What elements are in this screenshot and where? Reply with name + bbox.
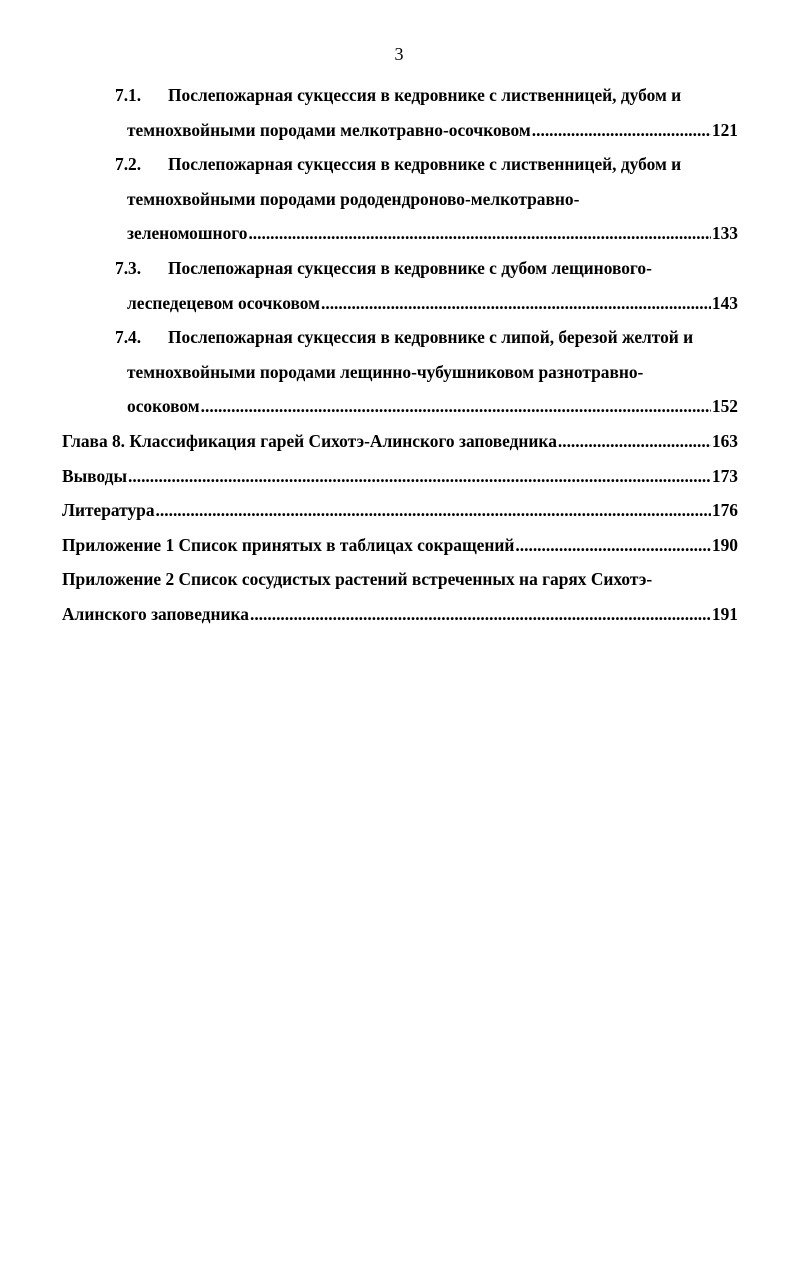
toc-line	[62, 147, 738, 182]
page-ref: 143	[711, 292, 738, 313]
dot-leader	[250, 597, 711, 632]
section-title-line: Послепожарная сукцессия в кедровнике с дубом лещинового-	[168, 257, 652, 278]
toc-entry-appendix-2	[62, 562, 738, 597]
page-ref: 191	[711, 603, 738, 624]
toc-entry-appendix-1	[62, 528, 738, 563]
page-ref: 163	[711, 430, 738, 451]
entry-title: Литература	[62, 500, 155, 521]
toc-line	[62, 286, 738, 321]
section-title-line: осоковом	[127, 396, 200, 417]
dot-leader	[515, 528, 710, 563]
toc-entry-conclusions	[62, 459, 738, 494]
toc-line	[62, 182, 738, 217]
page-ref: 133	[711, 223, 738, 244]
toc-line	[62, 320, 738, 355]
entry-title: Выводы	[62, 465, 128, 486]
section-number: 7.1.	[115, 85, 142, 105]
table-of-contents	[62, 78, 738, 632]
dot-leader	[532, 113, 711, 148]
toc-line	[62, 113, 738, 148]
section-title-line: темнохвойными породами рододендроново-мелкотравно-	[127, 188, 580, 209]
page-ref: 173	[711, 465, 738, 486]
toc-line	[62, 251, 738, 286]
section-title-line: Послепожарная сукцессия в кедровнике с липой, березой желтой и	[168, 327, 694, 348]
section-number: 7.2.	[115, 154, 142, 175]
section-number: 7.3.	[115, 257, 142, 278]
dot-leader	[558, 424, 711, 459]
dot-leader	[321, 286, 711, 321]
entry-title: Приложение 1 Список принятых в таблицах сокращений	[62, 534, 515, 555]
section-title-line: Послепожарная сукцессия в кедровнике с лиственницей, дубом и	[168, 154, 682, 175]
toc-line	[62, 216, 738, 251]
page-ref: 190	[711, 534, 738, 555]
dot-leader	[201, 389, 711, 424]
entry-title: Алинского заповедника	[62, 603, 249, 624]
dot-leader	[128, 459, 711, 494]
page-ref: 121	[711, 119, 738, 140]
toc-line	[62, 355, 738, 390]
dot-leader	[156, 493, 711, 528]
entry-title: Глава 8. Классификация гарей Сихотэ-Алинского заповедника	[62, 430, 557, 451]
page-number: 3	[394, 44, 404, 64]
section-title-line: леспедецевом осочковом	[127, 292, 321, 313]
toc-entry-literature	[62, 493, 738, 528]
toc-entry-chapter-8	[62, 424, 738, 459]
section-number: 7.4.	[115, 327, 142, 348]
dot-leader	[248, 216, 710, 251]
page-ref: 176	[711, 500, 738, 521]
entry-title: Приложение 2 Список сосудистых растений встреченных на гарях Сихотэ-	[62, 569, 653, 590]
page-ref: 152	[711, 396, 738, 417]
toc-line	[62, 597, 738, 632]
toc-line	[62, 78, 738, 113]
section-title-line: Послепожарная сукцессия в кедровнике с лиственницей, дубом и	[168, 85, 682, 105]
section-title-line: темнохвойными породами мелкотравно-осочковом	[127, 119, 531, 140]
section-title-line: темнохвойными породами лещинно-чубушниковом разнотравно-	[127, 361, 644, 382]
toc-line	[62, 389, 738, 424]
section-title-line: зеленомошного	[127, 223, 248, 244]
